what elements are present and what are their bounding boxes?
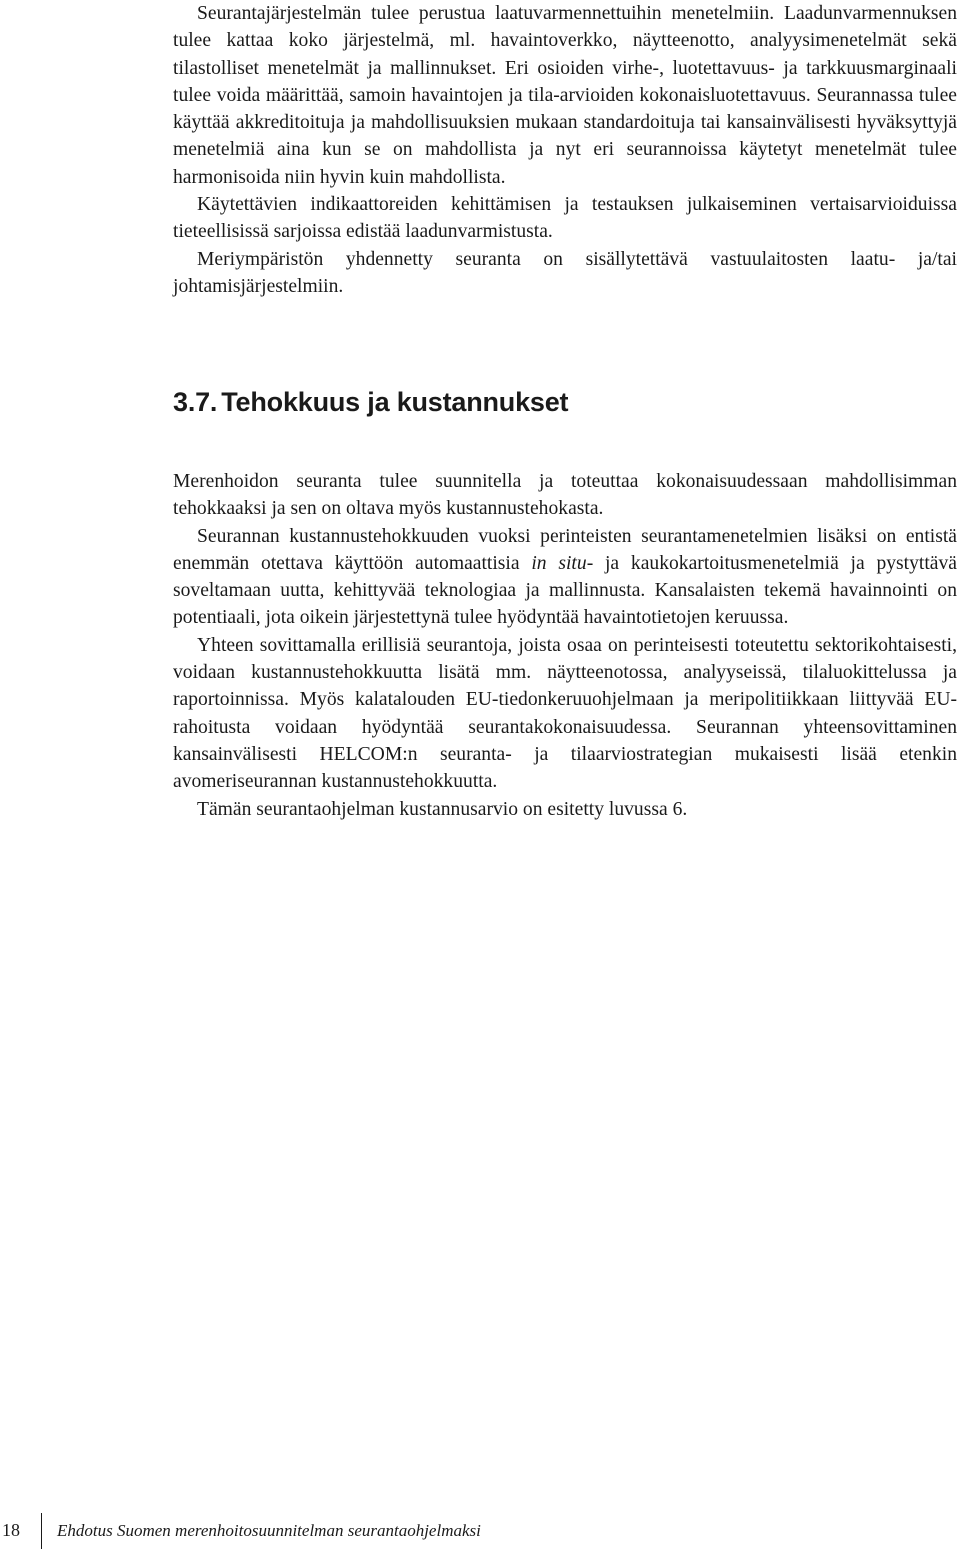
footer-divider xyxy=(41,1513,42,1549)
paragraph-cost-efficiency-end: - ja kaukokartoitusmenetelmiä ja pystyttävä soveltamaan uutta, kehittyvää teknologiaa ja mallinnusta. Kansalaisten tekemä havainnointi on potentiaali, jota oikein järjestettynä tulee hyödyntää havaintotietojen keruussa. xyxy=(173,552,958,629)
paragraph-cost-efficiency xyxy=(173,523,957,632)
paragraph-integrated-monitoring: Meriympäristön yhdennetty seuranta on sisällytettävä vastuulaitosten laatu- ja/tai johtamisjärjestelmiin. xyxy=(173,248,957,297)
section-title: Tehokkuus ja kustannukset xyxy=(221,387,569,417)
section-heading xyxy=(173,382,568,422)
page-number: 18 xyxy=(2,1520,20,1540)
paragraph-indicators: Käytettävien indikaattoreiden kehittämisen ja testauksen julkaiseminen vertaisarvioiduissa tieteellisissä sarjoissa edistää laadunvarmistusta. xyxy=(173,194,957,243)
intro-text-block xyxy=(173,0,957,300)
section-body xyxy=(173,468,957,823)
page-footer xyxy=(0,1512,960,1548)
paragraph-cost-estimate: Tämän seurantaohjelman kustannusarvio on esitetty luvussa 6. xyxy=(197,798,688,820)
section-number: 3.7. xyxy=(173,387,218,417)
paragraph-cost-efficiency-start: Seurannan kustannustehokkuuden vuoksi perinteisten seurantamenetelmien lisäksi on entistä enemmän otettava käyttöön automaattisia xyxy=(173,525,957,574)
paragraph-efficiency: Merenhoidon seuranta tulee suunnitella ja toteuttaa kokonaisuudessaan mahdollisimman tehokkaaksi ja sen on oltava myös kustannustehokasta. xyxy=(173,471,957,520)
italic-in-situ: in situ xyxy=(531,552,587,574)
running-title: Ehdotus Suomen merenhoitosuunnitelman seurantaohjelmaksi xyxy=(57,1521,481,1540)
paragraph-quality-assurance: Seurantajärjestelmän tulee perustua laatuvarmennettuihin menetelmiin. Laadunvarmennuksen tulee kattaa koko järjestelmä, ml. havaintoverkko, näytteenotto, analyysimenetelmät sekä tilastolliset menetelmät ja mallinnukset. Eri osioiden virhe-, luotettavuus- ja tarkkuusmarginaali tulee voida määrittää, samoin havaintojen ja tila-arvioiden kokonaisluotettavuus. Seurannassa tulee käyttää akkreditoituja ja mahdollisuuksien mukaan standardoituja tai kansainvälisesti hyväksyttyjä menetelmiä aina kun se on mahdollista ja nyt eri seurannoissa käytetyt menetelmät tulee harmonisoida niin hyvin kuin mahdollista. xyxy=(173,3,957,188)
paragraph-coordination: Yhteen sovittamalla erillisiä seurantoja, joista osaa on perinteisesti toteutettu sektorikohtaisesti, voidaan kustannustehokkuutta lisätä mm. näytteenotossa, analyyseissä, tilaluokittelussa ja raportoinnissa. Myös kalatalouden EU-tiedonkeruuohjelmaan ja meripolitiikkaan liittyvää EU-rahoitusta voidaan hyödyntää seurantakokonaisuudessa. Seurannan yhteensovittaminen kansainvälisesti HELCOM:n seuranta- ja tilaarviostrategian mukaisesti lisää etenkin avomeriseurannan kustannustehokkuutta. xyxy=(173,634,957,793)
